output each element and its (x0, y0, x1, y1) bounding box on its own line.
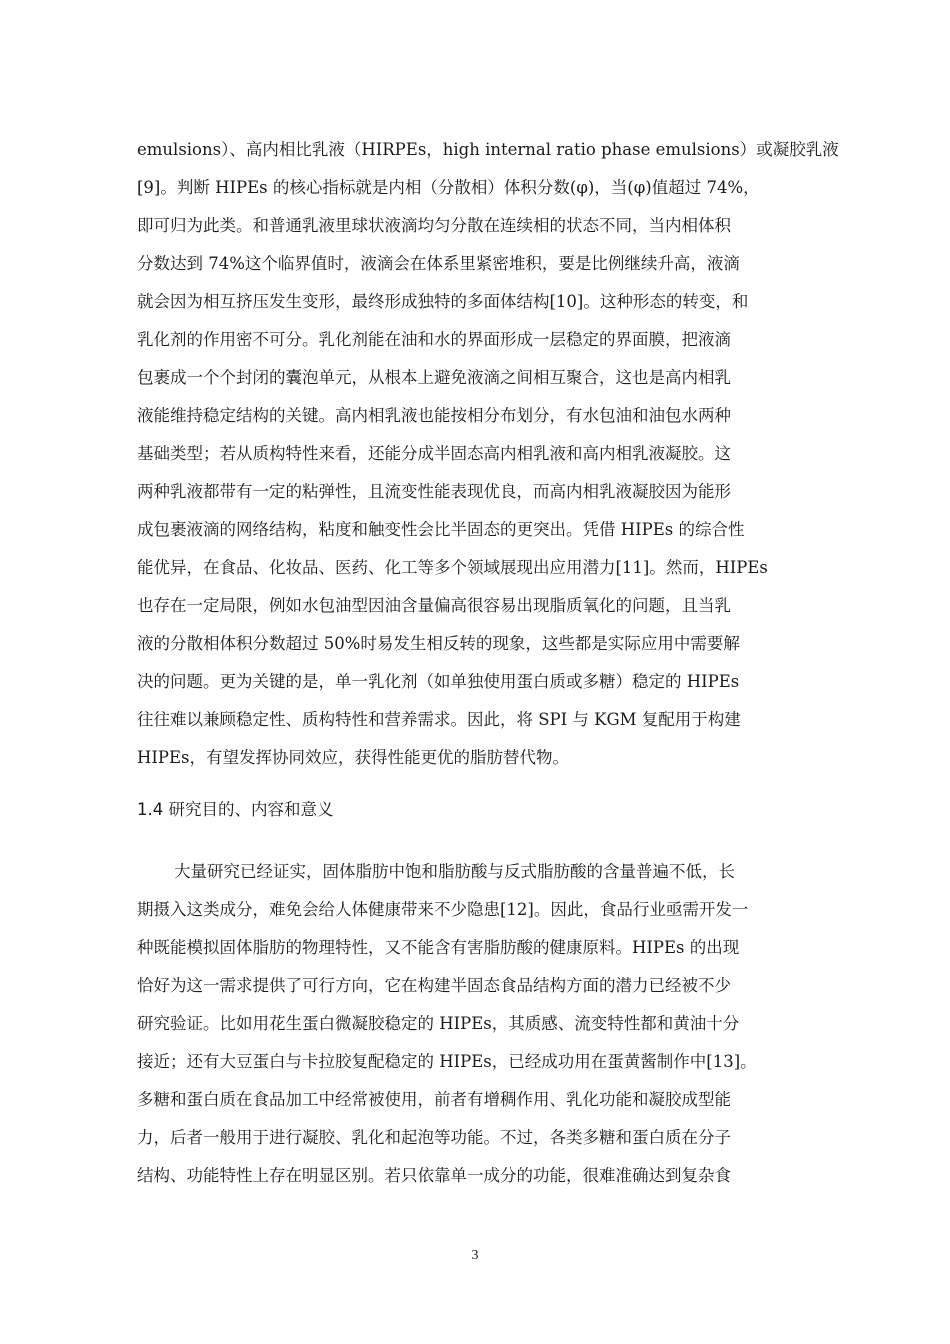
text-line: 也存在一定局限，例如水包油型因油含量偏高很容易出现脂质氧化的问题，且当乳 (137, 596, 731, 615)
text-line: 恰好为这一需求提供了可行方向，它在构建半固态食品结构方面的潜力已经被不少 (137, 976, 731, 995)
text-line: 研究验证。比如用花生蛋白微凝胶稳定的 HIPEs，其质感、流变特性都和黄油十分 (137, 1014, 740, 1033)
text-line: 液的分散相体积分数超过 50%时易发生相反转的现象，这些都是实际应用中需要解 (137, 634, 740, 653)
text-line: [9]。判断 HIPEs 的核心指标就是内相（分散相）体积分数(φ)，当(φ)值超过 74%， (137, 178, 760, 197)
text-line: HIPEs，有望发挥协同效应，获得性能更优的脂肪替代物。 (137, 748, 570, 767)
text-line: 期摄入这类成分，难免会给人体健康带来不少隐患[12]。因此，食品行业亟需开发一 (137, 900, 749, 919)
text-line: 大量研究已经证实，固体脂肪中饱和脂肪酸与反式脂肪酸的含量普遍不低，长 (174, 862, 735, 881)
text-line: 往往难以兼顾稳定性、质构特性和营养需求。因此，将 SPI 与 KGM 复配用于构建 (137, 710, 741, 729)
text-line: 结构、功能特性上存在明显区别。若只依靠单一成分的功能，很难准确达到复杂食 (137, 1166, 731, 1185)
text-line: 种既能模拟固体脂肪的物理特性，又不能含有害脂肪酸的健康原料。HIPEs 的出现 (137, 938, 740, 957)
text-line: 即可归为此类。和普通乳液里球状液滴均匀分散在连续相的状态不同，当内相体积 (137, 216, 731, 235)
page-number: 3 (471, 1248, 479, 1263)
text-line: 决的问题。更为关键的是，单一乳化剂（如单独使用蛋白质或多糖）稳定的 HIPEs (137, 672, 740, 691)
text-line: 分数达到 74%这个临界值时，液滴会在体系里紧密堆积，要是比例继续升高，液滴 (137, 254, 740, 273)
text-line: 就会因为相互挤压发生变形，最终形成独特的多面体结构[10]。这种形态的转变，和 (137, 292, 749, 311)
text-line: emulsions）、高内相比乳液（HIRPEs，high internal ratio phase emulsions）或凝胶乳液 (137, 140, 839, 159)
text-line: 力，后者一般用于进行凝胶、乳化和起泡等功能。不过，各类多糖和蛋白质在分子 (137, 1128, 731, 1147)
section-heading: 1.4 研究目的、内容和意义 (137, 800, 334, 819)
text-line: 两种乳液都带有一定的粘弹性，且流变性能表现优良，而高内相乳液凝胶因为能形 (137, 482, 731, 501)
text-line: 成包裹液滴的网络结构，粘度和触变性会比半固态的更突出。凭借 HIPEs 的综合性 (137, 520, 745, 539)
text-line: 液能维持稳定结构的关键。高内相乳液也能按相分布划分，有水包油和油包水两种 (137, 406, 731, 425)
text-line: 包裹成一个个封闭的囊泡单元，从根本上避免液滴之间相互聚合，这也是高内相乳 (137, 368, 731, 387)
text-line: 乳化剂的作用密不可分。乳化剂能在油和水的界面形成一层稳定的界面膜，把液滴 (137, 330, 731, 349)
text-line: 多糖和蛋白质在食品加工中经常被使用，前者有增稠作用、乳化功能和凝胶成型能 (137, 1090, 731, 1109)
text-line: 接近；还有大豆蛋白与卡拉胶复配稳定的 HIPEs，已经成功用在蛋黄酱制作中[13]。 (137, 1052, 757, 1071)
text-line: 基础类型；若从质构特性来看，还能分成半固态高内相乳液和高内相乳液凝胶。这 (137, 444, 731, 463)
text-line: 能优异，在食品、化妆品、医药、化工等多个领域展现出应用潜力[11]。然而，HIPEs (137, 558, 768, 577)
